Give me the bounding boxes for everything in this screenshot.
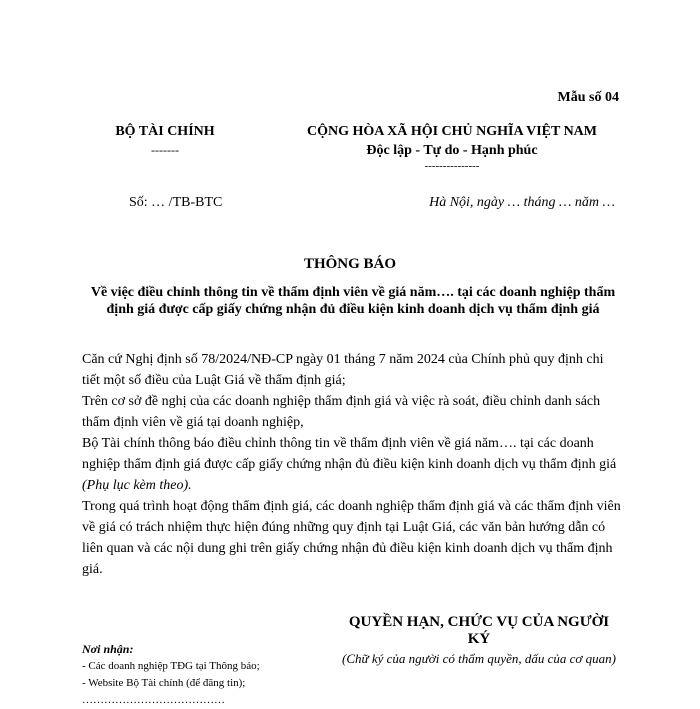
body-paragraph-announcement	[82, 433, 622, 496]
form-number: Mẫu số 04	[557, 90, 619, 105]
recipient-item: …………………………………	[82, 694, 225, 706]
place-date: Hà Nội, ngày … tháng … năm …	[429, 195, 615, 210]
body-paragraph-proposal: Trên cơ sở đề nghị của các doanh nghiệp thẩm định giá và việc rà soát, điều chỉnh danh sách thẩm định viên về giá tại doanh nghiệp,	[82, 394, 601, 430]
recipients-title: Nơi nhận:	[82, 642, 134, 656]
ministry-separator: -------	[151, 143, 179, 157]
announcement-text: Bộ Tài chính thông báo điều chỉnh thông tin về thẩm định viên về giá năm…. tại các doanh nghiệp thẩm định giá được cấp giấy chứng nhận đủ điều kiện kinh doanh dịch vụ thẩm định giá	[82, 436, 617, 472]
notice-title: THÔNG BÁO	[303, 256, 397, 272]
recipient-item: - Các doanh nghiệp TĐG tại Thông báo;	[82, 660, 260, 672]
document-number: Số: … /TB-BTC	[129, 195, 223, 210]
body-paragraph-legal-basis: Căn cứ Nghị định số 78/2024/NĐ-CP ngày 01 tháng 7 năm 2024 của Chính phủ quy định chi tiết một số điều của Luật Giá về thẩm định giá;	[82, 352, 604, 388]
national-title: CỘNG HÒA XÃ HỘI CHỦ NGHĨA VIỆT NAM	[306, 124, 597, 139]
recipient-item: - Website Bộ Tài chính (để đăng tin);	[82, 677, 246, 689]
notice-subject: Về việc điều chỉnh thông tin về thẩm định viên về giá năm…. tại các doanh nghiệp thẩm định giá được cấp giấy chứng nhận đủ điều kiện kinh doanh dịch vụ thẩm định giá	[90, 285, 616, 317]
motto-separator: ---------------	[424, 160, 480, 172]
appendix-reference: (Phụ lục kèm theo).	[82, 478, 192, 493]
signer-authority: QUYỀN HẠN, CHỨC VỤ CỦA NGƯỜI KÝ	[348, 614, 610, 647]
signature-note: (Chữ ký của người có thẩm quyền, dấu của cơ quan)	[342, 651, 616, 666]
body-paragraph-responsibility: Trong quá trình hoạt động thẩm định giá, các doanh nghiệp thẩm định giá và các thẩm định viên về giá có trách nhiệm thực hiện đúng những quy định tại Luật Giá, các văn bản hướng dẫn có liên quan và các nội dung ghi trên giấy chứng nhận đủ điều kiện kinh doanh dịch vụ thẩm định giá.	[82, 499, 621, 577]
ministry-name: BỘ TÀI CHÍNH	[115, 124, 215, 139]
recipients-block	[82, 641, 260, 709]
national-motto: Độc lập - Tự do - Hạnh phúc	[366, 143, 538, 158]
